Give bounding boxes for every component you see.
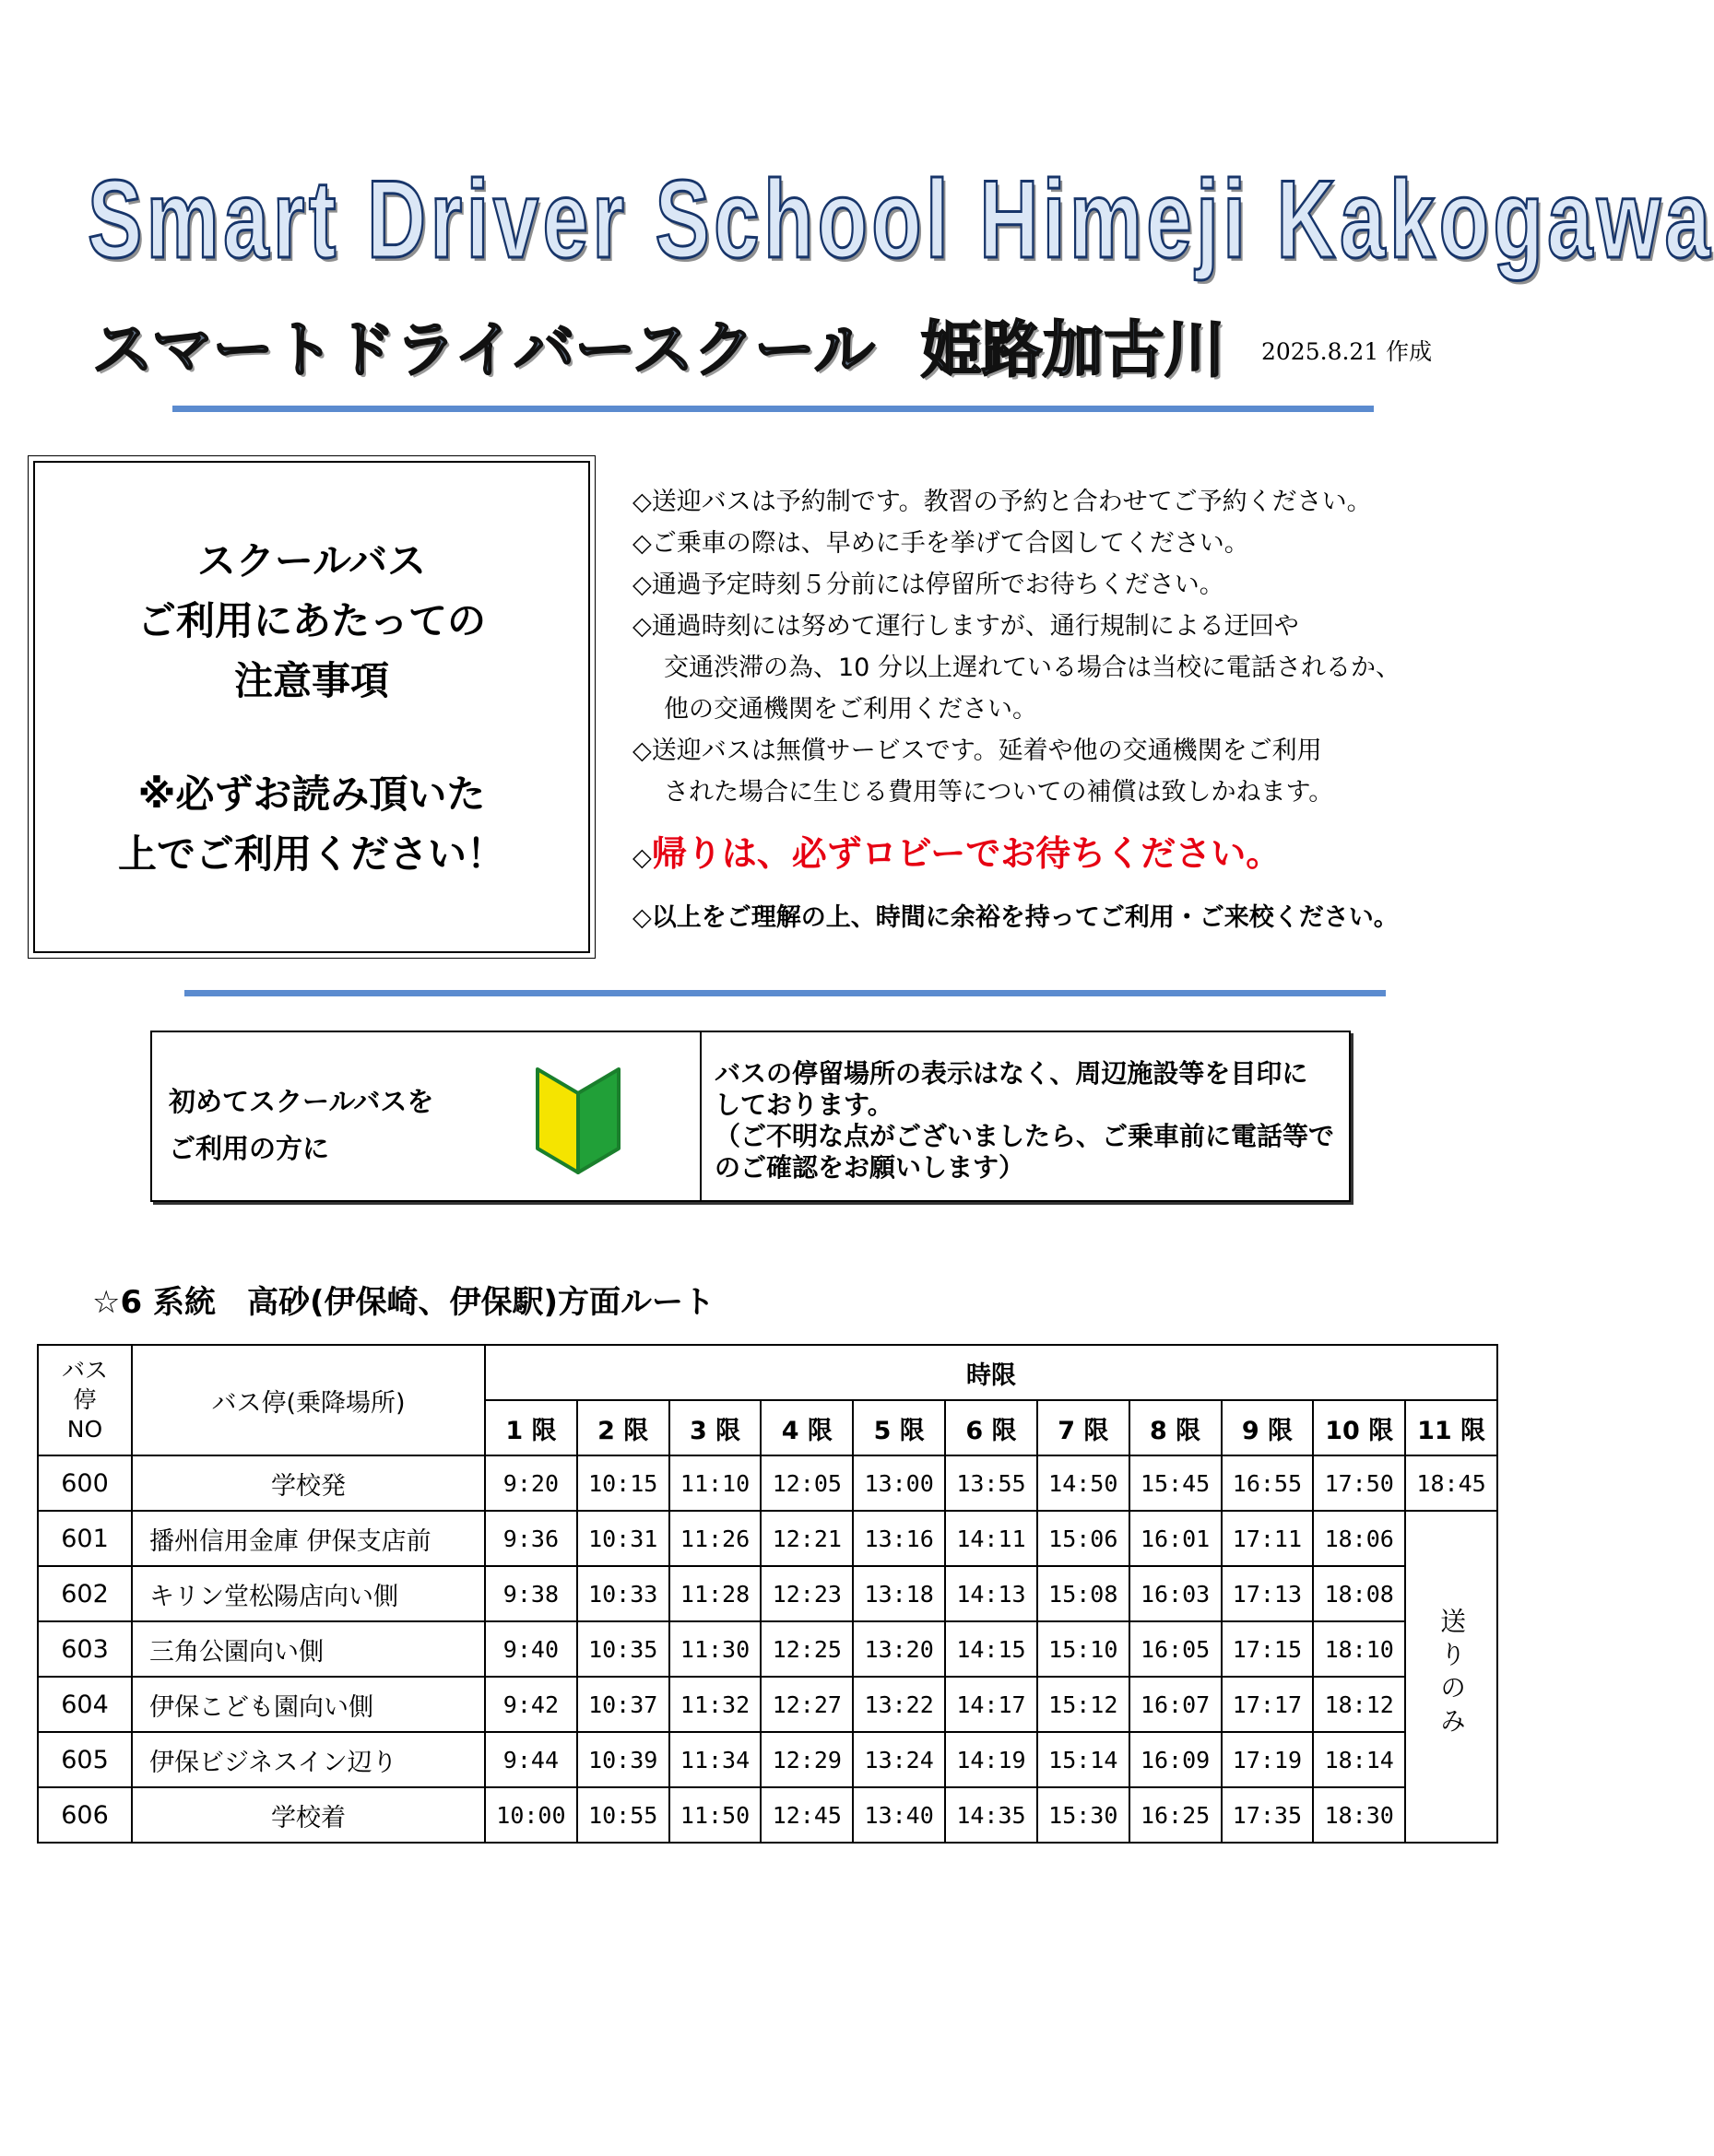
period-header: 6 限 — [945, 1400, 1037, 1455]
departure-time: 14:17 — [945, 1677, 1037, 1732]
departure-time: 15:12 — [1037, 1677, 1129, 1732]
stop-number: 604 — [38, 1677, 132, 1732]
departure-time: 18:06 — [1313, 1511, 1405, 1566]
school-title-en: Smart Driver School Himeji Kakogawa — [88, 158, 1714, 281]
departure-time: 9:42 — [485, 1677, 577, 1732]
departure-time: 13:00 — [853, 1455, 945, 1511]
departure-time: 16:07 — [1129, 1677, 1222, 1732]
divider-top — [172, 406, 1374, 412]
departure-time: 18:08 — [1313, 1566, 1405, 1621]
stop-number: 605 — [38, 1732, 132, 1787]
stop-name: キリン堂松陽店向い側 — [132, 1566, 485, 1621]
departure-time: 14:19 — [945, 1732, 1037, 1787]
departure-time: 12:23 — [761, 1566, 853, 1621]
rule-item: ◇通過予定時刻５分前には停留所でお待ちください。 — [632, 571, 1224, 599]
departure-time: 14:35 — [945, 1787, 1037, 1843]
rule-item: 交通渋滞の為、10 分以上遅れている場合は当校に電話されるか、 — [664, 654, 1401, 682]
departure-time: 16:05 — [1129, 1621, 1222, 1677]
period-header: 11 限 — [1405, 1400, 1497, 1455]
departure-time: 16:09 — [1129, 1732, 1222, 1787]
notice-line: 注意事項 — [233, 657, 389, 703]
send-only-note: 送りのみ — [1436, 1607, 1468, 1740]
departure-time: 13:16 — [853, 1511, 945, 1566]
departure-time: 13:40 — [853, 1787, 945, 1843]
departure-time: 10:00 — [485, 1787, 577, 1843]
table-row — [38, 1677, 1497, 1732]
period-header: 7 限 — [1037, 1400, 1129, 1455]
departure-time: 10:33 — [577, 1566, 669, 1621]
beginner-info-box — [150, 1031, 1351, 1202]
beginner-left-cell — [152, 1032, 702, 1200]
header-stop-name: バス停(乗降場所) — [132, 1345, 485, 1455]
departure-time: 9:38 — [485, 1566, 577, 1621]
departure-time: 17:35 — [1222, 1787, 1314, 1843]
rule-item: ◇送迎バスは予約制です。教習の予約と合わせてご予約ください。 — [632, 488, 1372, 516]
departure-time: 17:11 — [1222, 1511, 1314, 1566]
notice-line: ご利用にあたっての — [136, 597, 486, 643]
departure-time: 15:10 — [1037, 1621, 1129, 1677]
period-header: 3 限 — [669, 1400, 762, 1455]
rule-item: ◇送迎バスは無償サービスです。延着や他の交通機関をご利用 — [632, 736, 1322, 765]
departure-time: 12:29 — [761, 1732, 853, 1787]
departure-time: 15:45 — [1129, 1455, 1222, 1511]
period-header: 5 限 — [853, 1400, 945, 1455]
lobby-wait-warning: 帰りは、必ずロビーでお待ちください。 — [651, 833, 1282, 874]
departure-time: 11:28 — [669, 1566, 762, 1621]
departure-time: 14:15 — [945, 1621, 1037, 1677]
departure-time: 12:45 — [761, 1787, 853, 1843]
departure-time: 16:03 — [1129, 1566, 1222, 1621]
table-row — [38, 1621, 1497, 1677]
beginner-label: ご利用の方に — [169, 1133, 330, 1164]
departure-time: 11:26 — [669, 1511, 762, 1566]
departure-time: 18:12 — [1313, 1677, 1405, 1732]
departure-time: 12:21 — [761, 1511, 853, 1566]
period-header: 8 限 — [1129, 1400, 1222, 1455]
send-only-note-cell — [1405, 1511, 1497, 1843]
stop-number: 602 — [38, 1566, 132, 1621]
departure-time: 11:50 — [669, 1787, 762, 1843]
period-header: 1 限 — [485, 1400, 577, 1455]
departure-time: 17:17 — [1222, 1677, 1314, 1732]
departure-time: 13:20 — [853, 1621, 945, 1677]
departure-time: 12:05 — [761, 1455, 853, 1511]
departure-time: 15:08 — [1037, 1566, 1129, 1621]
notice-line: 上でご利用ください！ — [117, 831, 505, 877]
beginner-note: （ご不明な点がございましたら、ご乗車前に電話等で — [714, 1121, 1334, 1151]
departure-time: 13:18 — [853, 1566, 945, 1621]
departure-time: 14:50 — [1037, 1455, 1129, 1511]
departure-time: 9:44 — [485, 1732, 577, 1787]
stop-name: 播州信用金庫 伊保支店前 — [132, 1511, 485, 1566]
departure-time: 12:25 — [761, 1621, 853, 1677]
departure-time: 13:55 — [945, 1455, 1037, 1511]
departure-time: 17:13 — [1222, 1566, 1314, 1621]
departure-time: 14:13 — [945, 1566, 1037, 1621]
departure-time: 15:14 — [1037, 1732, 1129, 1787]
departure-time: 13:24 — [853, 1732, 945, 1787]
header-stop-no — [38, 1345, 132, 1455]
rule-diamond: ◇ — [632, 843, 652, 872]
beginner-note: しております。 — [714, 1090, 893, 1120]
departure-time: 15:06 — [1037, 1511, 1129, 1566]
table-row — [38, 1732, 1497, 1787]
departure-time: 18:10 — [1313, 1621, 1405, 1677]
period-header: 9 限 — [1222, 1400, 1314, 1455]
rule-item: ◇ご乗車の際は、早めに手を挙げて合図してください。 — [632, 529, 1249, 558]
departure-time: 14:11 — [945, 1511, 1037, 1566]
table-row — [38, 1455, 1497, 1511]
stop-number: 603 — [38, 1621, 132, 1677]
route-title: ☆6 系統 高砂(伊保崎、伊保駅)方面ルート — [92, 1284, 715, 1321]
header-stop-no-line: バス — [61, 1357, 108, 1384]
stop-number: 606 — [38, 1787, 132, 1843]
departure-time: 11:32 — [669, 1677, 762, 1732]
departure-time: 16:01 — [1129, 1511, 1222, 1566]
departure-time: 12:27 — [761, 1677, 853, 1732]
table-row — [38, 1787, 1497, 1843]
beginner-note: バスの停留場所の表示はなく、周辺施設等を目印に — [714, 1058, 1308, 1089]
departure-time: 17:19 — [1222, 1732, 1314, 1787]
rule-item: された場合に生じる費用等についての補償は致しかねます。 — [664, 778, 1334, 807]
departure-time: 10:37 — [577, 1677, 669, 1732]
departure-time: 17:50 — [1313, 1455, 1405, 1511]
departure-time: 11:34 — [669, 1732, 762, 1787]
departure-time: 18:14 — [1313, 1732, 1405, 1787]
header-stop-no-line: NO — [66, 1416, 103, 1443]
departure-time: 10:35 — [577, 1621, 669, 1677]
stop-number: 601 — [38, 1511, 132, 1566]
header-period: 時限 — [485, 1345, 1497, 1400]
rule-item: ◇通過時刻には努めて運行しますが、通行規制による迂回や — [632, 612, 1299, 641]
beginner-driver-mark-icon — [532, 1066, 624, 1176]
stop-number: 600 — [38, 1455, 132, 1511]
school-title-jp — [92, 309, 1225, 392]
stop-name: 伊保ビジネスイン辺り — [132, 1732, 485, 1787]
notice-line: ※必ずお読み頂いた — [137, 771, 486, 817]
stop-name: 三角公園向い側 — [132, 1621, 485, 1677]
period-header: 2 限 — [577, 1400, 669, 1455]
divider-middle — [184, 990, 1386, 996]
period-header: 10 限 — [1313, 1400, 1405, 1455]
timetable — [37, 1344, 1498, 1844]
beginner-label: 初めてスクールバスを — [169, 1086, 434, 1117]
departure-time: 16:55 — [1222, 1455, 1314, 1511]
departure-time: 10:31 — [577, 1511, 669, 1566]
stop-name: 学校着 — [132, 1787, 485, 1843]
period-header: 4 限 — [761, 1400, 853, 1455]
departure-time: 9:40 — [485, 1621, 577, 1677]
departure-time: 9:20 — [485, 1455, 577, 1511]
notice-box — [33, 461, 590, 953]
beginner-note: のご確認をお願いします） — [714, 1152, 1024, 1183]
stop-name: 学校発 — [132, 1455, 485, 1511]
table-row — [38, 1566, 1497, 1621]
rule-item: ◇以上をご理解の上、時間に余裕を持ってご利用・ご来校ください。 — [632, 903, 1399, 932]
departure-time: 15:30 — [1037, 1787, 1129, 1843]
rule-item-important — [632, 817, 1481, 895]
school-name-jp: スマートドライバースクール — [92, 314, 875, 385]
departure-time: 11:30 — [669, 1621, 762, 1677]
created-date: 2025.8.21 作成 — [1261, 338, 1433, 365]
rule-item: 他の交通機関をご利用ください。 — [664, 695, 1037, 724]
departure-time: 16:25 — [1129, 1787, 1222, 1843]
departure-time: 10:39 — [577, 1732, 669, 1787]
departure-time: 11:10 — [669, 1455, 762, 1511]
stop-name: 伊保こども園向い側 — [132, 1677, 485, 1732]
departure-time: 13:22 — [853, 1677, 945, 1732]
table-row — [38, 1511, 1497, 1566]
notice-line: スクールバス — [196, 537, 427, 583]
departure-time: 10:15 — [577, 1455, 669, 1511]
departure-time: 10:55 — [577, 1787, 669, 1843]
beginner-right-cell — [702, 1032, 1349, 1200]
rules-list — [632, 481, 1481, 941]
departure-time: 9:36 — [485, 1511, 577, 1566]
departure-time: 18:45 — [1405, 1455, 1497, 1511]
departure-time: 18:30 — [1313, 1787, 1405, 1843]
departure-time: 17:15 — [1222, 1621, 1314, 1677]
school-place-jp: 姫路加古川 — [920, 314, 1225, 385]
header-stop-no-line: 停 — [73, 1386, 97, 1413]
